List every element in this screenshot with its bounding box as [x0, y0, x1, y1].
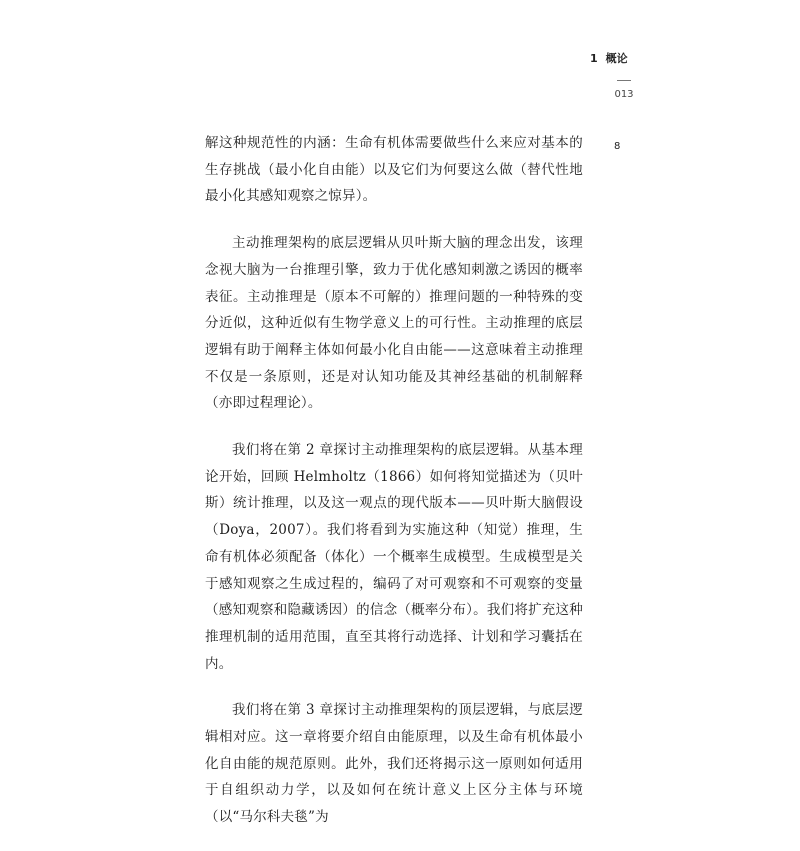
running-header [590, 50, 640, 66]
page-folio [612, 80, 636, 100]
main-text [205, 130, 583, 851]
page-number: 013 [614, 89, 634, 100]
paragraph: 我们将在第 3 章探讨主动推理架构的顶层逻辑，与底层逻辑相对应。这一章将要介绍自由能原理，以及生命有机体最小化自由能的规范原则。此外，我们还将揭示这一原则如何适用于自组织动力学，以及如何在统计意义上区分主体与环境（以“马尔科夫毯”为 [205, 702, 583, 826]
margin-page-reference: 8 [614, 141, 621, 152]
paragraph-continued: 解这种规范性的内涵：生命有机体需要做些什么来应对基本的生存挑战（最小化自由能）以及它们为何要这么做（替代性地最小化其感知观察之惊异）。 [205, 135, 583, 205]
paragraph: 主动推理架构的底层逻辑从贝叶斯大脑的理念出发，该理念视大脑为一台推理引擎，致力于优化感知刺激之诱因的概率表征。主动推理是（原本不可解的）推理问题的一种特殊的变分近似，这种近似有生物学意义上的可行性。主动推理的底层逻辑有助于阐释主体如何最小化自由能——这意味着主动推理不仅是一条原则，还是对认知功能及其神经基础的机制解释（亦即过程理论）。 [205, 235, 583, 412]
chapter-number: 1 [590, 52, 598, 65]
chapter-title: 概论 [605, 52, 628, 65]
folio-rule [617, 80, 631, 81]
paragraph: 我们将在第 2 章探讨主动推理架构的底层逻辑。从基本理论开始，回顾 Helmholtz（1866）如何将知觉描述为（贝叶斯）统计推理，以及这一观点的现代版本——贝叶斯大脑假设（Doya，2007）。我们将看到为实施这种（知觉）推理，生命有机体必须配备（体化）一个概率生成模型。生成模型是关于感知观察之生成过程的，编码了对可观察和不可观察的变量（感知观察和隐藏诱因）的信念（概率分布）。我们将扩充这种推理机制的适用范围，直至其将行动选择、计划和学习囊括在内。 [205, 442, 583, 672]
